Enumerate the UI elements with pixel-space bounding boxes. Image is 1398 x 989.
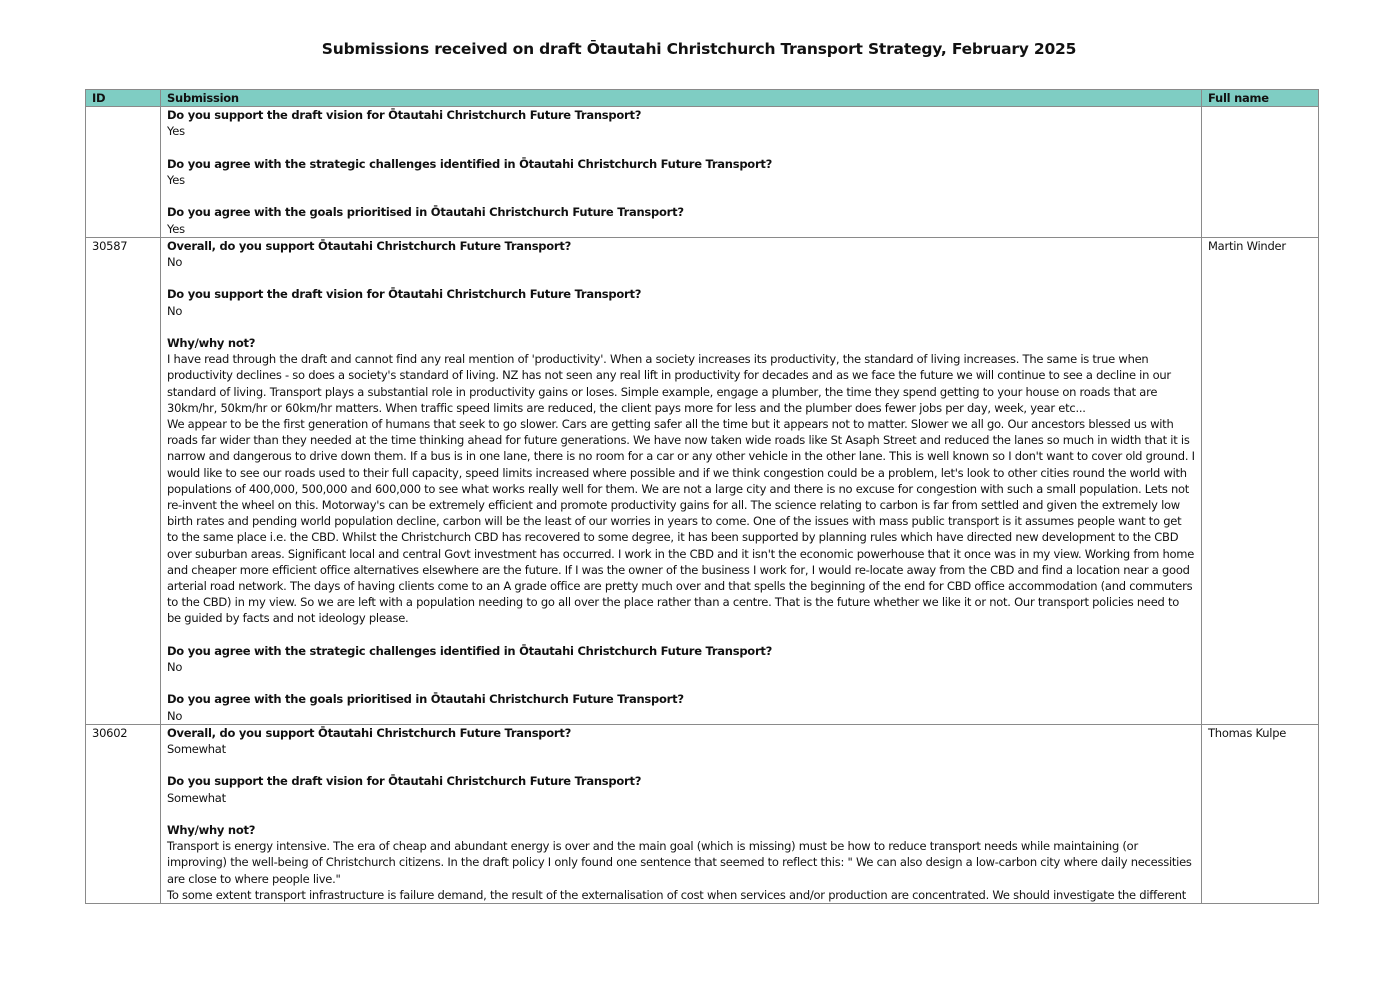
question-text: Overall, do you support Ōtautahi Christchurch Future Transport? bbox=[167, 238, 572, 253]
answer-text: Yes bbox=[167, 221, 185, 236]
question-text: Overall, do you support Ōtautahi Christchurch Future Transport? bbox=[167, 725, 572, 740]
question-text: Why/why not? bbox=[167, 823, 256, 838]
answer-text: I have read through the draft and cannot find any real mention of 'productivity'. When a society increases its productivity, the standard of living increases. The same is true when productivity declines - so does a society's standard of living. NZ has not seen any real lift in productivity for decades and as we face the future we will continue to see a decline in our standard of living. Transport plays a substantial role in productivity gains or loses. Simple example, engage a plumber, the time they spend getting to your house on roads that are 30km/hr, 50km/hr or 60km/hr matters. When traffic speed limits are reduced, the client pays more for less and the plumber does fewer jobs per day, week, year etc... bbox=[167, 352, 1171, 415]
spacer bbox=[167, 675, 1195, 691]
full-name-cell: Martin Winder bbox=[1202, 237, 1319, 724]
submissions-table bbox=[85, 89, 1319, 904]
answer-text: Somewhat bbox=[167, 742, 226, 757]
header-submission: Submission bbox=[161, 90, 1202, 107]
spacer bbox=[167, 757, 1195, 773]
question-text: Why/why not? bbox=[167, 335, 256, 350]
full-name-cell bbox=[1202, 107, 1319, 238]
submission-cell bbox=[161, 107, 1202, 238]
spacer bbox=[167, 188, 1195, 204]
answer-text: We appear to be the first generation of humans that seek to go slower. Cars are getting safer all the time but it appears not to matter. Slower we all go. Our ancestors blessed us with roads far wider than they needed at the time thinking ahead for future generations. We have now taken wide roads like St Asaph Street and reduced the lanes so much in width that it is narrow and dangerous to drive down them. If a bus is in one lane, there is no room for a car or any other vehicle in the other lane. This is well known so I don't want to cover old ground. I would like to see our roads used to their full capacity, speed limits increased where possible and if we think congestion could be a problem, let's look to other cities round the world with populations of 400,000, 500,000 and 600,000 to see what works really well for them. We are not a large city and there is no excuse for congestion with such a small population. Lets not re-invent the wheel on this. Motorway's can be extremely efficient and promote productivity gains for all. The science relating to carbon is far from settled and given the extremely low birth rates and pending world population decline, carbon will be the least of our worries in years to come. One of the issues with mass public transport is it assumes people want to get to the same place i.e. the CBD. Whilst the Christchurch CBD has recovered to some degree, it has been supported by planning rules which have directed new development to the CBD over suburban areas. Significant local and central Govt investment has occurred. I work in the CBD and it isn't the economic powerhouse that it once was in my view. Working from home and cheaper more efficient office alternatives elsewhere are the future. If I was the owner of the business I work for, I would re-locate away from the CBD and find a location near a good arterial road network. The days of having clients come to an A grade office are pretty much over and that spells the beginning of the end for CBD office accommodation (and commuters to the CBD) in my view. So we are left with a population needing to go all over the place rather than a centre. That is the future whether we like it or not. Our transport policies need to be guided by facts and not ideology please. bbox=[167, 417, 1195, 626]
answer-text: No bbox=[167, 303, 183, 318]
header-id: ID bbox=[86, 90, 161, 107]
spacer bbox=[167, 140, 1195, 156]
answer-text: Yes bbox=[167, 124, 185, 139]
spacer bbox=[167, 270, 1195, 286]
question-text: Do you agree with the goals prioritised in Ōtautahi Christchurch Future Transport? bbox=[167, 692, 684, 707]
question-text: Do you support the draft vision for Ōtautahi Christchurch Future Transport? bbox=[167, 774, 642, 789]
table-row bbox=[86, 237, 1319, 724]
question-text: Do you agree with the strategic challenges identified in Ōtautahi Christchurch Future Transport? bbox=[167, 156, 773, 171]
document-title: Submissions received on draft Ōtautahi Christchurch Transport Strategy, February 2025 bbox=[321, 40, 1077, 58]
spacer bbox=[167, 319, 1195, 335]
answer-text: No bbox=[167, 255, 183, 269]
submission-id-cell bbox=[86, 107, 161, 238]
table-body bbox=[86, 107, 1319, 904]
answer-text: To some extent transport infrastructure is failure demand, the result of the externalisation of cost when services and/or production are concentrated. We should investigate the different bbox=[167, 887, 1187, 902]
answer-text: Somewhat bbox=[167, 790, 226, 805]
question-text: Do you support the draft vision for Ōtautahi Christchurch Future Transport? bbox=[167, 287, 642, 302]
spacer bbox=[167, 627, 1195, 643]
header-full-name: Full name bbox=[1202, 90, 1319, 107]
submission-id-cell: 30587 bbox=[86, 237, 161, 724]
full-name-cell: Thomas Kulpe bbox=[1202, 724, 1319, 903]
table-row bbox=[86, 107, 1319, 238]
submission-id-cell: 30602 bbox=[86, 724, 161, 903]
submission-cell bbox=[161, 724, 1202, 903]
question-text: Do you support the draft vision for Ōtautahi Christchurch Future Transport? bbox=[167, 108, 642, 123]
table-row bbox=[86, 724, 1319, 903]
answer-text: Transport is energy intensive. The era of cheap and abundant energy is over and the main goal (which is missing) must be how to reduce transport needs while maintaining (or improving) the well-being of Christchurch citizens. In the draft policy I only found one sentence that seemed to reflect this: " We can also design a low-carbon city where daily necessities are close to where people live." bbox=[167, 839, 1192, 886]
answer-text: Yes bbox=[167, 173, 185, 187]
answer-text: No bbox=[167, 660, 183, 675]
answer-text: No bbox=[167, 708, 183, 723]
submission-cell bbox=[161, 237, 1202, 724]
spacer bbox=[167, 806, 1195, 822]
question-text: Do you agree with the strategic challenges identified in Ōtautahi Christchurch Future Transport? bbox=[167, 643, 773, 658]
table-header-row bbox=[86, 90, 1319, 107]
question-text: Do you agree with the goals prioritised in Ōtautahi Christchurch Future Transport? bbox=[167, 205, 684, 220]
